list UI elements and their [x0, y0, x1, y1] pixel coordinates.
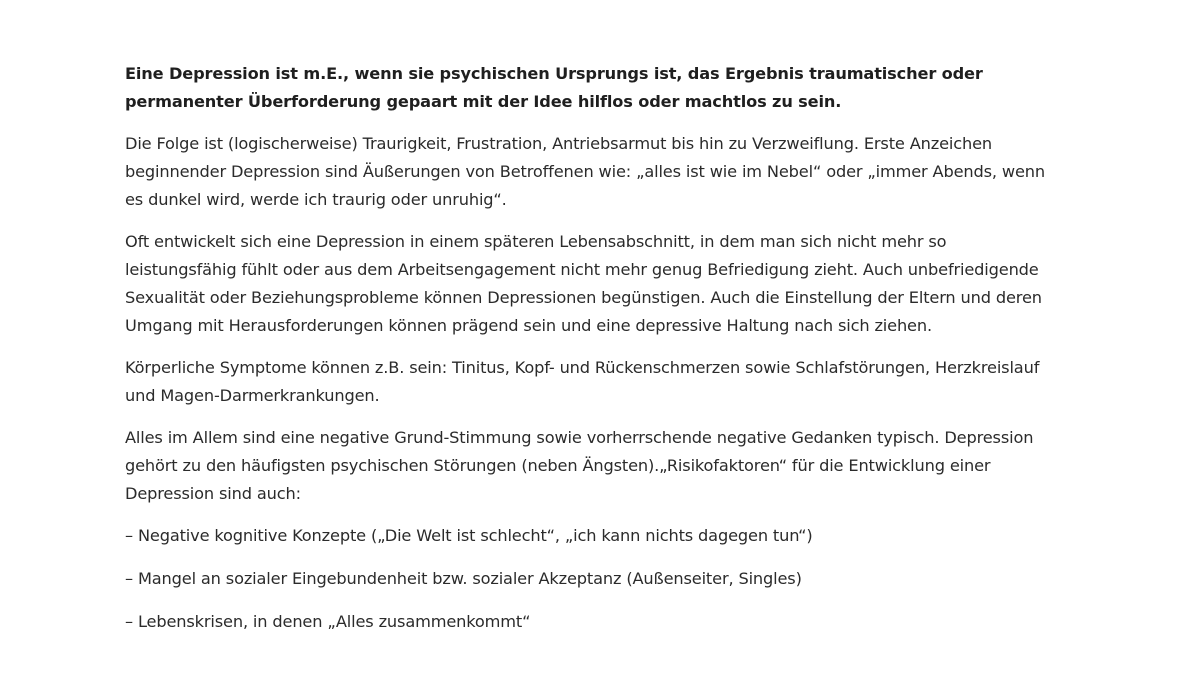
paragraph-life-stage: Oft entwickelt sich eine Depression in einem späteren Lebensabschnitt, in dem man sich nicht mehr so leistungsfähig fühlt oder aus dem Arbeitsengagement nicht mehr genug Befriedigung zieht. Auch unbefriedigende Sexualität oder Beziehungsprobleme können Depressionen begünstigen. Auch die Einstellung der Eltern und deren Umgang mit Herausforderungen können prägend sein und eine depressive Haltung nach sich ziehen.: [125, 232, 1042, 335]
paragraph-risk-intro: Alles im Allem sind eine negative Grund-Stimmung sowie vorherrschende negative Gedanken typisch. Depression gehört zu den häufigsten psychischen Störungen (neben Ängsten).„Risikofaktoren“ für die Entwicklung einer Depression sind auch:: [125, 428, 1034, 503]
article-body: [125, 60, 1060, 651]
paragraph-consequences: Die Folge ist (logischerweise) Traurigkeit, Frustration, Antriebsarmut bis hin zu Verzweiflung. Erste Anzeichen beginnender Depression sind Äußerungen von Betroffenen wie: „alles ist wie im Nebel“ oder „immer Abends, wenn es dunkel wird, werde ich traurig oder unruhig“.: [125, 134, 1046, 209]
risk-factor-item: – Lebenskrisen, in denen „Alles zusammenkommt“: [125, 612, 531, 631]
risk-factor-item: – Negative kognitive Konzepte („Die Welt ist schlecht“, „ich kann nichts dagegen tun“): [125, 526, 813, 545]
risk-factor-item: – Mangel an sozialer Eingebundenheit bzw. sozialer Akzeptanz (Außenseiter, Singles): [125, 569, 802, 588]
paragraph-physical-symptoms: Körperliche Symptome können z.B. sein: Tinitus, Kopf- und Rückenschmerzen sowie Schlafstörungen, Herzkreislauf und Magen-Darmerkrankungen.: [125, 358, 1040, 405]
lead-paragraph: Eine Depression ist m.E., wenn sie psychischen Ursprungs ist, das Ergebnis traumatischer oder permanenter Überforderung gepaart mit der Idee hilflos oder machtlos zu sein.: [125, 64, 983, 111]
